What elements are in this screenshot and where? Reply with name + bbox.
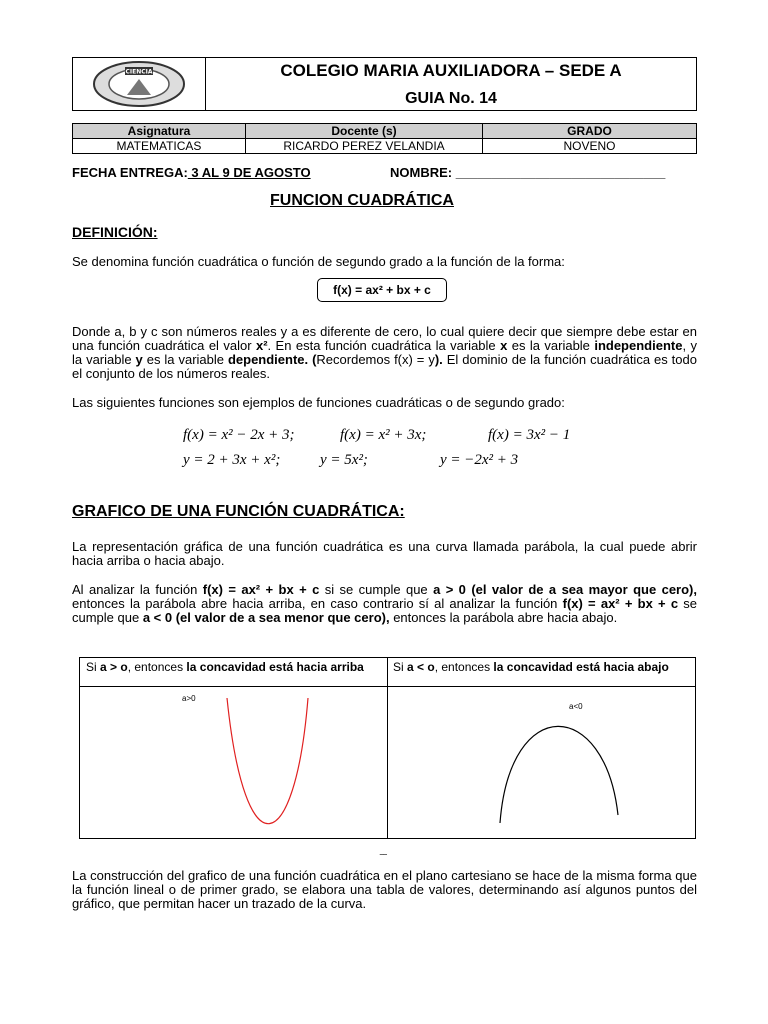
fecha-entrega	[72, 165, 311, 180]
grafico-paragraph-2: Al analizar la función f(x) = ax² + bx + c si se cumple que a > 0 (el valor de a sea mayor que cero), entonces la parábola abre hacia arriba, en caso contrario sí al analizar la función f(x) = ax² + bx + c se cumple que a < 0 (el valor de a sea menor que cero), entonces la parábola abre hacia abajo.	[72, 582, 698, 625]
value-grado: NOVENO	[483, 139, 697, 154]
example-2: f(x) = x² + 3x;	[340, 427, 427, 443]
example-4: y = 2 + 3x + x²;	[183, 452, 281, 468]
nombre-label: NOMBRE:	[390, 165, 456, 180]
concavity-table	[79, 657, 696, 839]
parabola-downward	[500, 726, 618, 823]
nombre-line: _____________________________	[455, 165, 666, 180]
info-table	[72, 123, 697, 154]
page-title: FUNCION CUADRÁTICA	[270, 192, 454, 209]
header-asignatura: Asignatura	[73, 124, 246, 139]
grafico-heading: GRAFICO DE UNA FUNCIÓN CUADRÁTICA:	[72, 503, 405, 520]
definicion-intro: Se denomina función cuadrática o función de segundo grado a la función de la forma:	[72, 254, 565, 269]
label-a-positive: a>0	[182, 694, 196, 703]
example-3: f(x) = 3x² − 1	[488, 427, 571, 443]
paragraph-final: La construcción del grafico de una función cuadrática en el plano cartesiano se hace de la misma forma que la función lineal o de primer grado, se elabora una tabla de valores, determinando así algunos puntos del gráfico, que permitan hacer un trazado de la curva.	[72, 868, 697, 911]
paragraph-donde: Donde a, b y c son números reales y a es diferente de cero, lo cual quiere decir que siempre debe estar en una función cuadrática el valor x². En esta función cuadrática la variable x es la variable independiente, y la variable y es la variable dependiente. (Recordemos f(x) = y). El dominio de la función cuadrática es todo el conjunto de los números reales.	[72, 324, 697, 381]
caption-upward: Si a > o, entonces la concavidad está hacia arriba	[86, 660, 364, 674]
fecha-label: FECHA ENTREGA:	[72, 165, 188, 180]
examples-intro: Las siguientes funciones son ejemplos de funciones cuadráticas o de segundo grado:	[72, 395, 565, 410]
header-grado: GRADO	[483, 124, 697, 139]
document-header	[72, 57, 697, 111]
definicion-heading: DEFINICIÓN:	[72, 224, 158, 240]
svg-text:CIENCIA: CIENCIA	[125, 68, 153, 76]
formula-box: f(x) = ax² + bx + c	[317, 278, 447, 302]
nombre-field[interactable]	[390, 165, 665, 180]
example-6: y = −2x² + 3	[440, 452, 519, 468]
small-mark: ‾‾	[380, 854, 387, 865]
value-asignatura: MATEMATICAS	[73, 139, 246, 154]
caption-downward: Si a < o, entonces la concavidad está hacia abajo	[393, 660, 669, 674]
school-logo	[73, 58, 206, 110]
label-a-negative: a<0	[569, 702, 583, 711]
parabola-upward	[227, 698, 308, 824]
example-5: y = 5x²;	[320, 452, 368, 468]
school-name: COLEGIO MARIA AUXILIADORA – SEDE A	[280, 61, 622, 80]
value-docente: RICARDO PEREZ VELANDIA	[246, 139, 483, 154]
header-docente: Docente (s)	[246, 124, 483, 139]
guide-number: GUIA No. 14	[405, 90, 497, 107]
fecha-value: 3 AL 9 DE AGOSTO	[187, 165, 311, 180]
example-1: f(x) = x² − 2x + 3;	[183, 427, 295, 443]
grafico-paragraph-1: La representación gráfica de una función cuadrática es una curva llamada parábola, la cual puede abrir hacia arriba o hacia abajo.	[72, 539, 697, 568]
